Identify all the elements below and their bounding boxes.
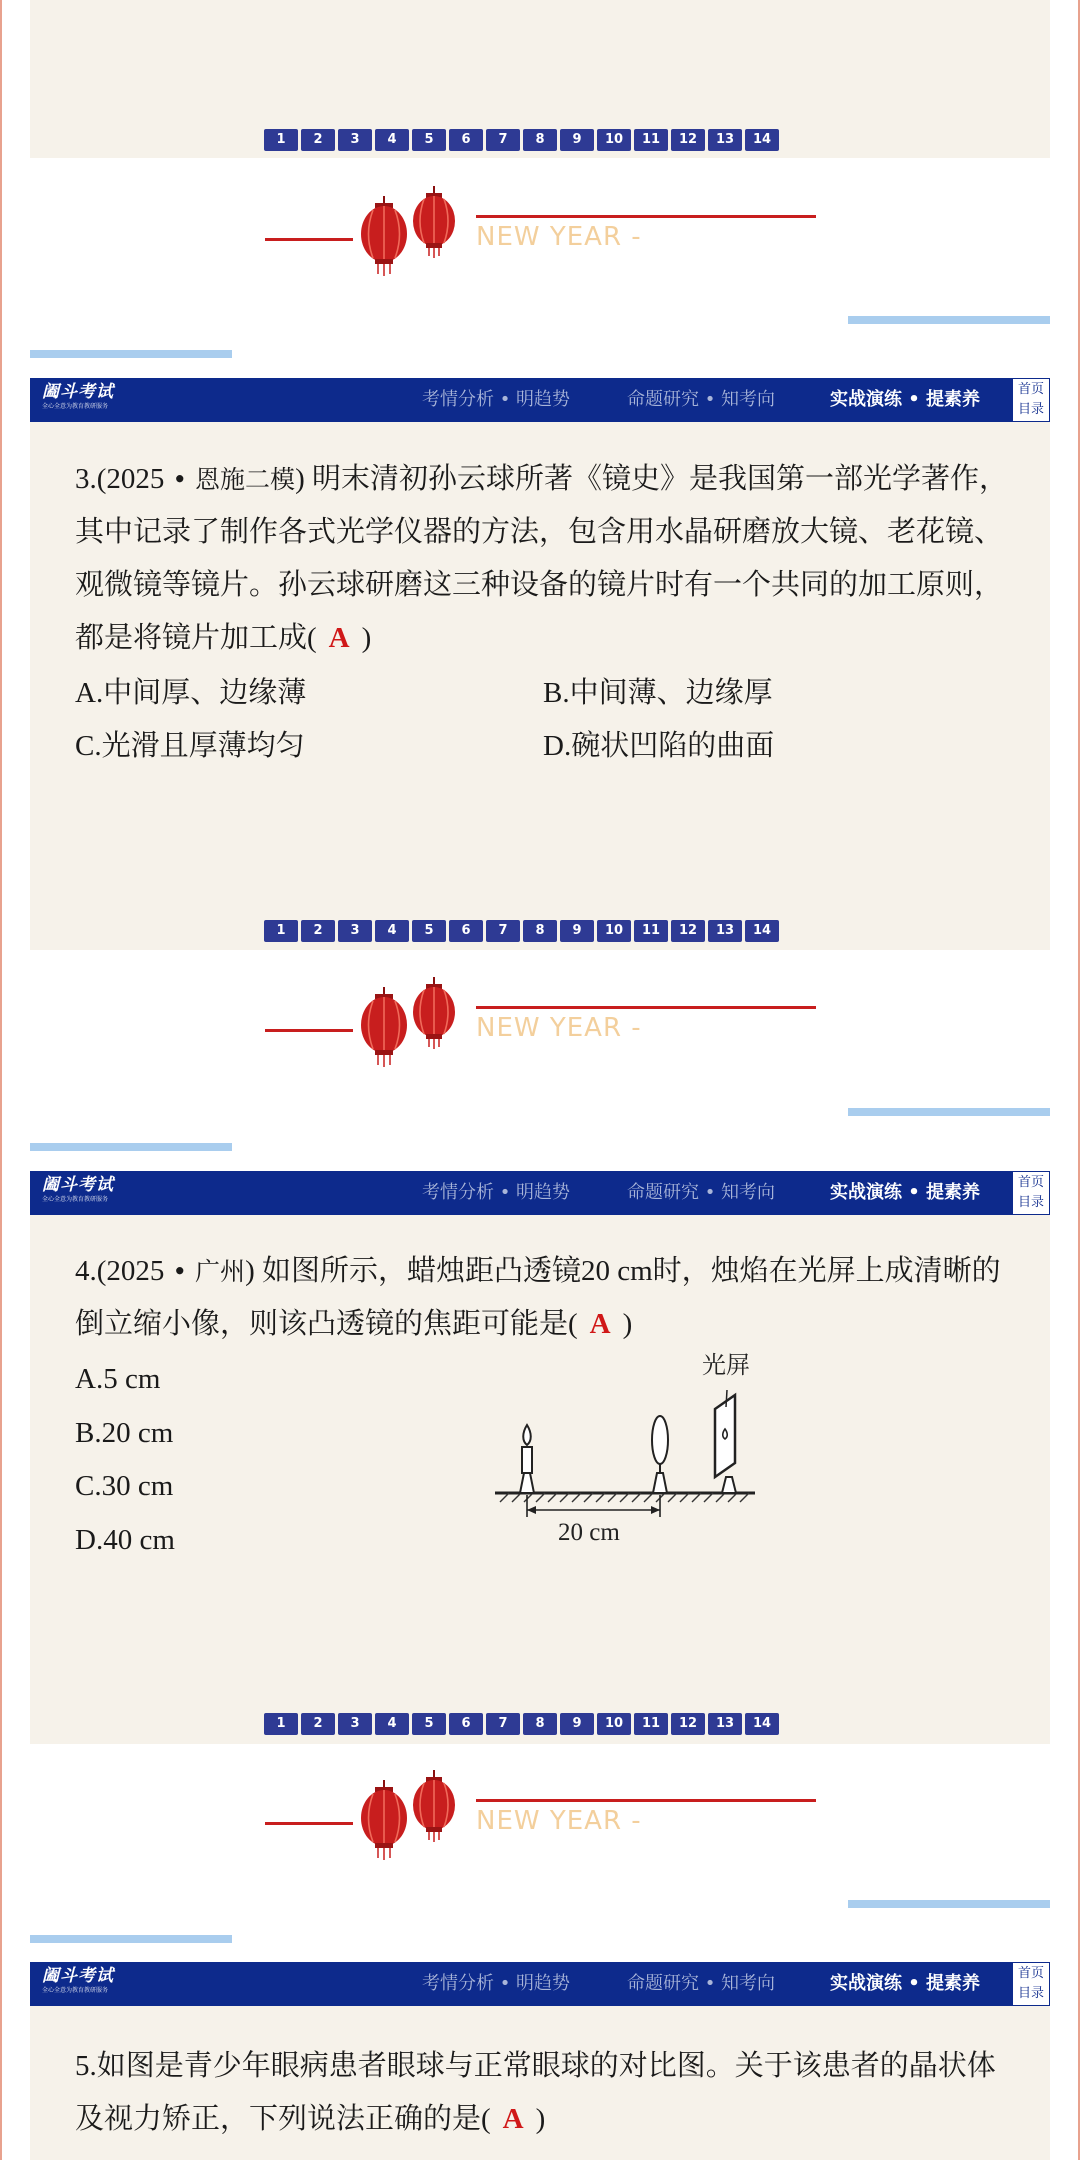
page-button[interactable]: 4: [375, 920, 409, 942]
page-button[interactable]: 13: [708, 1713, 742, 1735]
divider-bar: [848, 1108, 1050, 1116]
page-button[interactable]: 11: [634, 129, 668, 151]
question-3-text: 3.(2025 • 恩施二模) 明末清初孙云球所著《镜史》是我国第一部光学著作，其中记录了制作各式光学仪器的方法，包含用水晶研磨放大镜、老花镜、观微镜等镜片。孙云球研磨这三种设备的镜片时有一个共同的加工原则，都是将镜片加工成( A ): [75, 463, 1008, 654]
new-year-text: NEW YEAR -: [476, 222, 642, 252]
page-button[interactable]: 14: [745, 920, 779, 942]
page-button[interactable]: 13: [708, 920, 742, 942]
page-nav: [264, 1713, 779, 1735]
page-button[interactable]: 14: [745, 1713, 779, 1735]
question-4-text: 4.(2025 • 广州) 如图所示，蜡烛距凸透镜20 cm时，烛焰在光屏上成清晰的倒立缩小像，则该凸透镜的焦距可能是( A ): [75, 1255, 1001, 1340]
new-year-text: NEW YEAR -: [476, 1013, 642, 1043]
divider-bar: [30, 350, 232, 358]
page-button[interactable]: 7: [486, 920, 520, 942]
page-button[interactable]: 8: [523, 1713, 557, 1735]
option-b[interactable]: B.20 cm: [75, 1417, 174, 1449]
page-button[interactable]: 7: [486, 1713, 520, 1735]
arrow-right-icon: [651, 1506, 660, 1514]
arrow-left-icon: [527, 1506, 536, 1514]
page-button[interactable]: 2: [301, 129, 335, 151]
page-button[interactable]: 11: [634, 1713, 668, 1735]
home-catalog-button[interactable]: 首页 目录: [1012, 378, 1050, 422]
divider-bar: [848, 1900, 1050, 1908]
screen-label: 光屏: [702, 1351, 750, 1379]
nav-tab-2[interactable]: 命题研究 • 知考向: [627, 389, 776, 410]
option-d[interactable]: D.40 cm: [75, 1524, 175, 1556]
option-c[interactable]: C.30 cm: [75, 1470, 174, 1502]
page-button[interactable]: 10: [597, 1713, 631, 1735]
nav-tab-1[interactable]: 考情分析 • 明趋势: [422, 1973, 571, 1994]
page-button[interactable]: 10: [597, 129, 631, 151]
brand-logo: 阖斗考试 全心全意为教育教研服务: [42, 382, 114, 410]
option-b[interactable]: B.中间薄、边缘厚: [543, 677, 773, 709]
lantern-icon: [360, 1770, 460, 1860]
page-button[interactable]: 6: [449, 129, 483, 151]
page-button[interactable]: 8: [523, 129, 557, 151]
lens-experiment-figure: [490, 1345, 770, 1550]
page-button[interactable]: 4: [375, 1713, 409, 1735]
page-button[interactable]: 5: [412, 920, 446, 942]
slide-header: [30, 1962, 1050, 2006]
lantern-icon: [360, 186, 460, 276]
answer-mark: A: [589, 1308, 611, 1340]
page-button[interactable]: 3: [338, 1713, 372, 1735]
nav-tab-3[interactable]: 实战演练 • 提素养: [830, 389, 981, 410]
distance-label: 20 cm: [558, 1519, 620, 1546]
lantern-icon: [360, 977, 460, 1067]
divider-bar: [30, 1935, 232, 1943]
page-button[interactable]: 3: [338, 129, 372, 151]
option-a[interactable]: A.5 cm: [75, 1363, 161, 1395]
page-button[interactable]: 1: [264, 1713, 298, 1735]
divider-bar: [30, 1143, 232, 1151]
page-button[interactable]: 12: [671, 920, 705, 942]
page-button[interactable]: 14: [745, 129, 779, 151]
nav-tab-3[interactable]: 实战演练 • 提素养: [830, 1973, 981, 1994]
nav-tab-3[interactable]: 实战演练 • 提素养: [830, 1182, 981, 1203]
left-border: [0, 0, 2, 2160]
page-button[interactable]: 12: [671, 129, 705, 151]
page-button[interactable]: 1: [264, 920, 298, 942]
divider-bar: [848, 316, 1050, 324]
page-button[interactable]: 2: [301, 920, 335, 942]
page-nav: [264, 129, 779, 151]
home-catalog-button[interactable]: 首页 目录: [1012, 1962, 1050, 2006]
page-button[interactable]: 4: [375, 129, 409, 151]
answer-mark: A: [328, 622, 350, 654]
page-button[interactable]: 9: [560, 1713, 594, 1735]
nav-tab-1[interactable]: 考情分析 • 明趋势: [422, 389, 571, 410]
page-button[interactable]: 6: [449, 920, 483, 942]
brand-logo: 阖斗考试 全心全意为教育教研服务: [42, 1966, 114, 1994]
page-nav: [264, 920, 779, 942]
page-button[interactable]: 6: [449, 1713, 483, 1735]
option-c[interactable]: C.光滑且厚薄均匀: [75, 730, 305, 762]
slide-header: [30, 378, 1050, 422]
page-button[interactable]: 10: [597, 920, 631, 942]
question-5-text: 5.如图是青少年眼病患者眼球与正常眼球的对比图。关于该患者的晶状体及视力矫正，下列说法正确的是( A ): [75, 2050, 996, 2135]
page-button[interactable]: 1: [264, 129, 298, 151]
nav-tab-1[interactable]: 考情分析 • 明趋势: [422, 1182, 571, 1203]
slide-header: [30, 1171, 1050, 1215]
home-catalog-button[interactable]: 首页 目录: [1012, 1171, 1050, 1215]
brand-logo: 阖斗考试 全心全意为教育教研服务: [42, 1175, 114, 1203]
option-d[interactable]: D.碗状凹陷的曲面: [543, 730, 775, 762]
page-button[interactable]: 3: [338, 920, 372, 942]
new-year-text: NEW YEAR -: [476, 1806, 642, 1836]
page-button[interactable]: 7: [486, 129, 520, 151]
answer-mark: A: [502, 2103, 524, 2135]
light-screen-icon: [715, 1390, 736, 1493]
page-button[interactable]: 5: [412, 129, 446, 151]
new-year-decoration: [260, 186, 820, 276]
page-button[interactable]: 9: [560, 920, 594, 942]
page-button[interactable]: 8: [523, 920, 557, 942]
new-year-decoration: [260, 977, 820, 1067]
page-button[interactable]: 12: [671, 1713, 705, 1735]
new-year-decoration: [260, 1770, 820, 1860]
convex-lens-icon: [652, 1416, 668, 1493]
candle-icon: [520, 1425, 534, 1493]
page-button[interactable]: 5: [412, 1713, 446, 1735]
page-button[interactable]: 2: [301, 1713, 335, 1735]
page-button[interactable]: 11: [634, 920, 668, 942]
page-button[interactable]: 9: [560, 129, 594, 151]
page-button[interactable]: 13: [708, 129, 742, 151]
nav-tab-2[interactable]: 命题研究 • 知考向: [627, 1973, 776, 1994]
option-a[interactable]: A.中间厚、边缘薄: [75, 677, 307, 709]
nav-tab-2[interactable]: 命题研究 • 知考向: [627, 1182, 776, 1203]
